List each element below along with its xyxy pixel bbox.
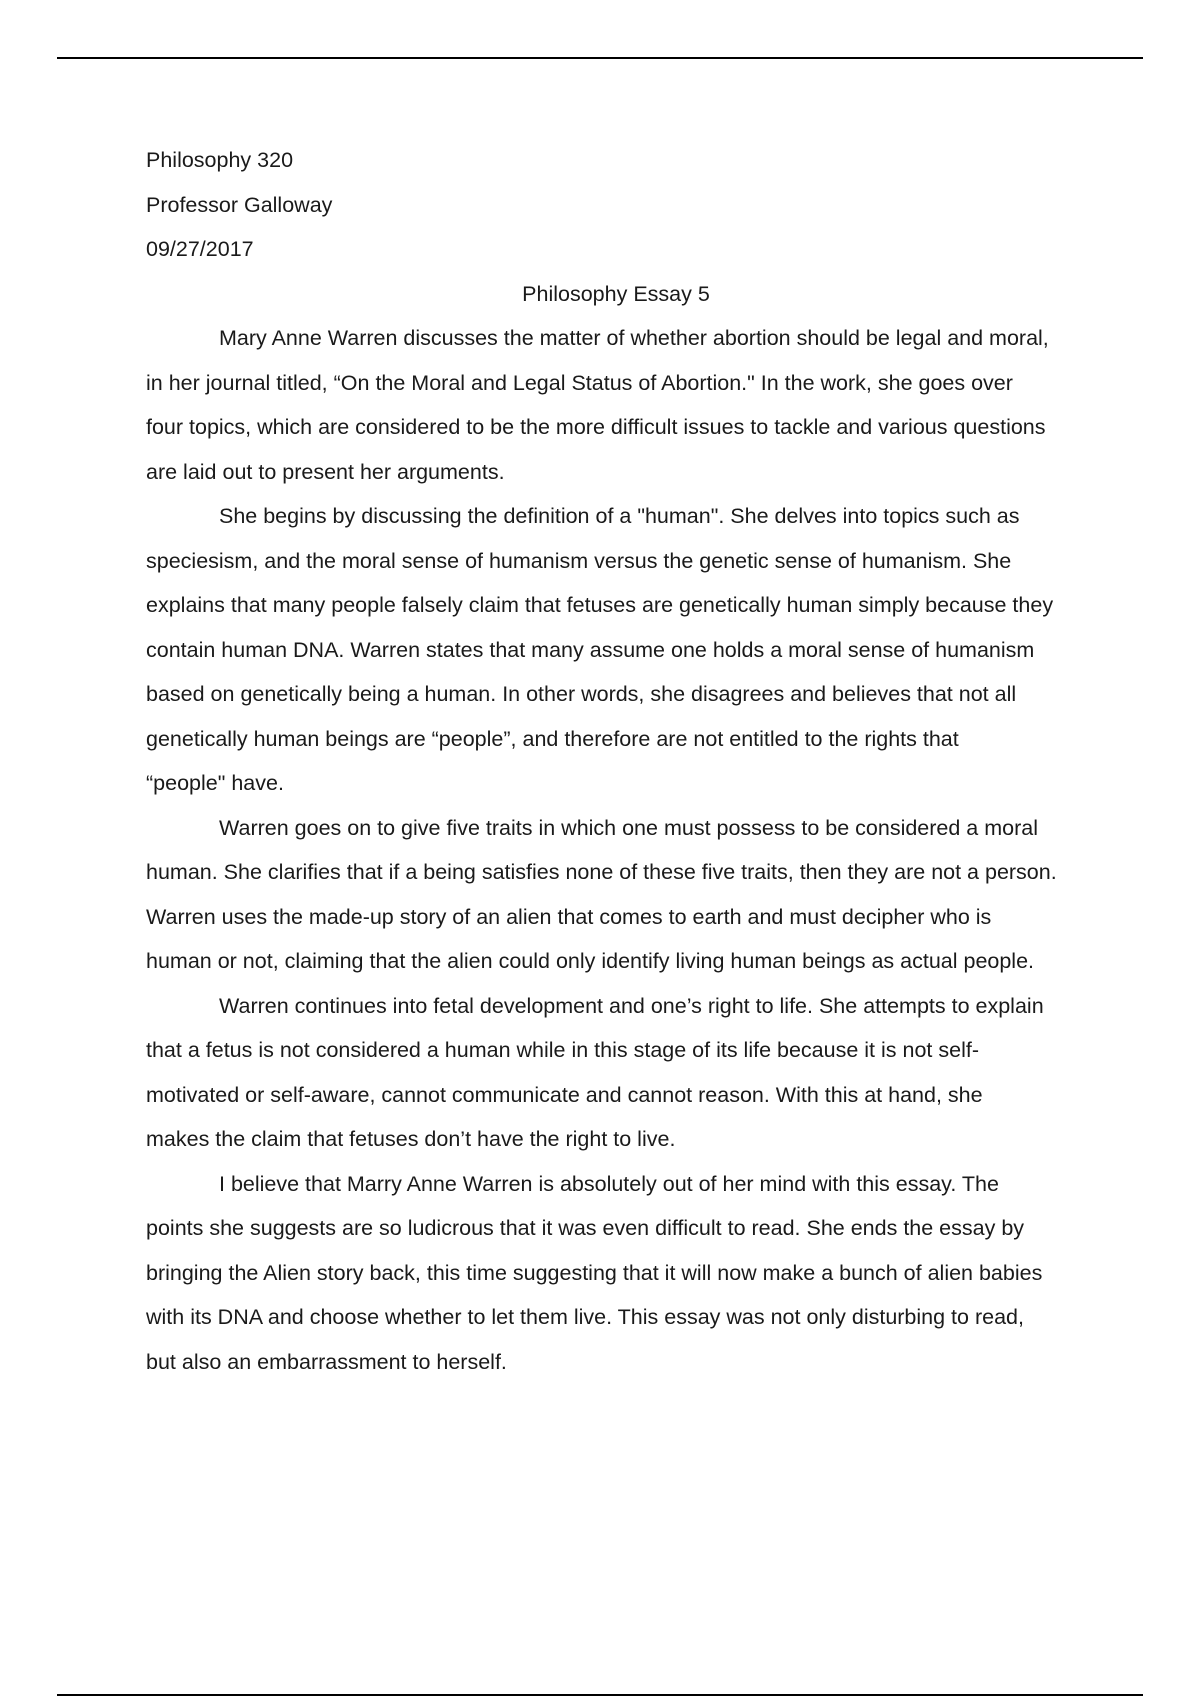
- paragraph-line: that a fetus is not considered a human while in this stage of its life because it is not self-: [146, 1038, 979, 1062]
- paragraph-line: I believe that Marry Anne Warren is absolutely out of her mind with this essay. The: [219, 1171, 999, 1196]
- paragraph-line: bringing the Alien story back, this time suggesting that it will now make a bunch of alien babies: [146, 1260, 1043, 1285]
- paragraph-3: [146, 806, 1086, 984]
- paragraph-line: Warren goes on to give five traits in which one must possess to be considered a moral: [219, 815, 1038, 840]
- paragraph-line: motivated or self-aware, cannot communicate and cannot reason. With this at hand, she: [146, 1082, 983, 1107]
- top-rule: [57, 57, 1143, 59]
- paragraph-line: Mary Anne Warren discusses the matter of whether abortion should be legal and moral,: [219, 326, 1049, 350]
- paragraph-line: four topics, which are considered to be the more difficult issues to tackle and various questions: [146, 415, 1046, 439]
- paragraph-4: [146, 984, 1086, 1162]
- paragraph-1: [146, 316, 1086, 494]
- paragraph-line: based on genetically being a human. In other words, she disagrees and believes that not all: [146, 682, 1017, 706]
- paragraph-line: makes the claim that fetuses don’t have the right to live.: [146, 1127, 676, 1151]
- paragraph-line: but also an embarrassment to herself.: [146, 1349, 507, 1374]
- paragraph-line: Warren uses the made-up story of an alien that comes to earth and must decipher who is: [146, 904, 992, 929]
- date-line: 09/27/2017: [146, 237, 254, 261]
- paragraph-line: in her journal titled, “On the Moral and Legal Status of Abortion." In the work, she goes over: [146, 370, 1013, 395]
- bottom-rule: [57, 1694, 1143, 1696]
- paragraph-line: explains that many people falsely claim that fetuses are genetically human simply because they: [146, 593, 1054, 617]
- paragraph-5: [146, 1162, 1086, 1385]
- essay-body: [146, 138, 1086, 1384]
- paragraph-line: with its DNA and choose whether to let them live. This essay was not only disturbing to read,: [146, 1305, 1024, 1329]
- course-line: Philosophy 320: [146, 148, 294, 172]
- essay-title: Philosophy Essay 5: [522, 281, 710, 306]
- paragraph-line: “people" have.: [146, 771, 284, 795]
- paragraph-line: are laid out to present her arguments.: [146, 459, 505, 484]
- paragraph-2: [146, 494, 1086, 806]
- paragraph-line: genetically human beings are “people”, and therefore are not entitled to the rights that: [146, 726, 959, 751]
- professor-line: Professor Galloway: [146, 192, 333, 217]
- paragraph-line: Warren continues into fetal development and one’s right to life. She attempts to explain: [219, 993, 1044, 1018]
- paragraph-line: She begins by discussing the definition of a "human". She delves into topics such as: [219, 504, 1020, 528]
- paragraph-line: human or not, claiming that the alien could only identify living human beings as actual people.: [146, 949, 1035, 973]
- paragraph-line: contain human DNA. Warren states that many assume one holds a moral sense of humanism: [146, 637, 1035, 662]
- paragraph-line: human. She clarifies that if a being satisfies none of these five traits, then they are not a person.: [146, 860, 1057, 884]
- paragraph-line: points she suggests are so ludicrous that it was even difficult to read. She ends the essay by: [146, 1216, 1025, 1240]
- paragraph-line: speciesism, and the moral sense of humanism versus the genetic sense of humanism. She: [146, 548, 1012, 573]
